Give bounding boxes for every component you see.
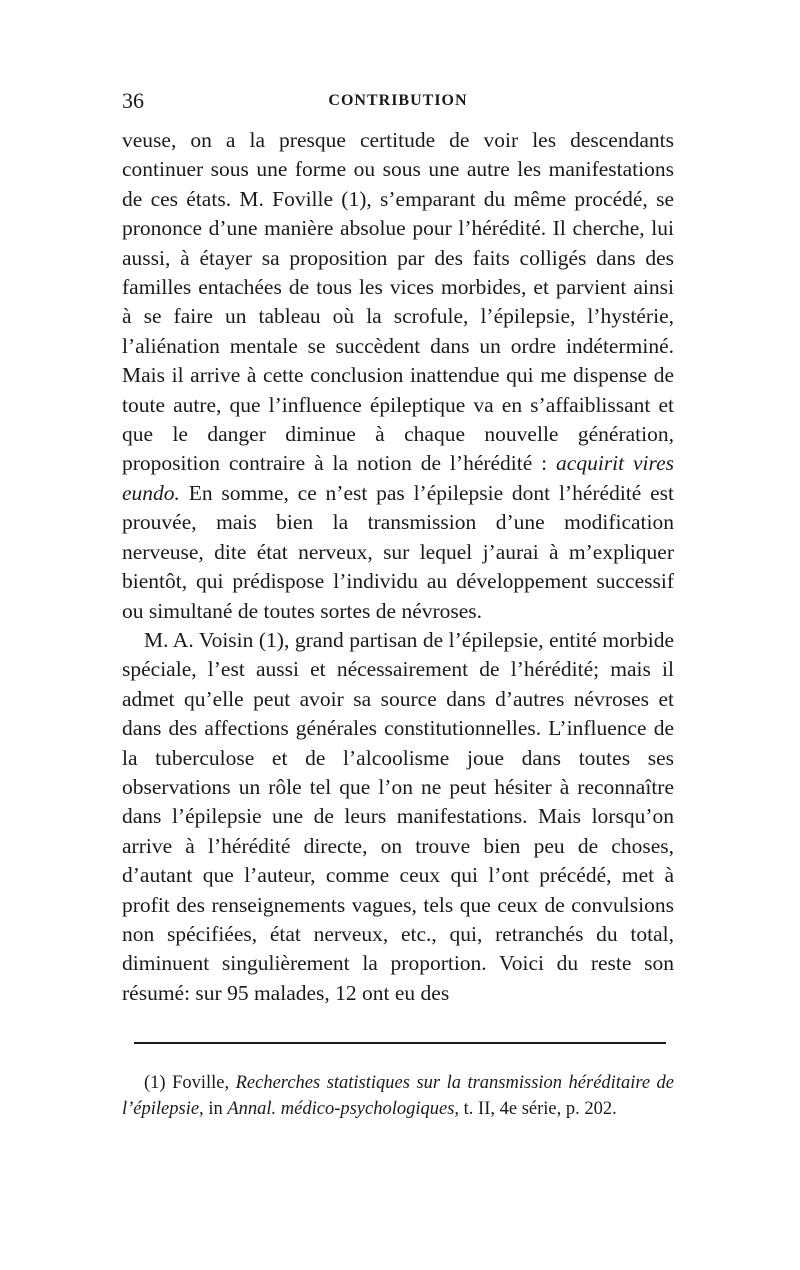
running-head <box>122 88 674 122</box>
latin-phrase: acquirit vires eundo. <box>122 451 675 505</box>
footnote <box>122 1070 674 1122</box>
paragraph-1 <box>122 126 674 626</box>
page-number: 36 <box>122 88 144 113</box>
running-title: CONTRIBUTION <box>328 92 468 109</box>
paragraph-1-part-1: veuse, on a la presque certitude de voir les descendants continuer sous une forme ou sous une autre les manifestations de ces états. M. Foville (1), s’emparant du même procédé, se prononce d’une manière absolue pour l’hérédité. Il cherche, lui aussi, à étayer sa proposition par des faits colligés dans des familles entachées de tous les vices morbides, et parvient ainsi à se faire un tableau où la scrofule, l’épilepsie, l’hystérie, l’aliénation mentale se succèdent dans un ordre indéterminé. Mais il arrive à cette conclusion inattendue qui me dispense de toute autre, que l’influence épileptique va en s’affaiblissant et que le danger diminue à chaque nouvelle génération, proposition contraire à la notion de l’hérédité : <box>122 128 674 476</box>
paragraph-2: M. A. Voisin (1), grand partisan de l’épilepsie, entité morbide spéciale, l’est aussi et nécessairement de l’hérédité; mais il admet qu’elle peut avoir sa source dans d’autres névroses et dans des affections générales constitutionnelles. L’influence de la tuberculose et de l’alcoolisme joue dans toutes ses observations un rôle tel que l’on ne peut hésiter à reconnaître dans l’épilepsie une de leurs manifestations. Mais lorsqu’on arrive à l’hérédité directe, on trouve bien peu de choses, d’autant que l’auteur, comme ceux qui l’ont précédé, met à profit des renseignements vagues, tels que ceux de convulsions non spécifiées, état nerveux, etc., qui, retranchés du total, diminuent singulièrement la proportion. Voici du reste son résumé: sur 95 malades, 12 ont eu des <box>122 627 674 1005</box>
footnote-marker: (1) <box>144 1073 166 1094</box>
footnote-text <box>122 1070 674 1122</box>
footnote-journal: Annal. médico-psychologiques, <box>227 1099 460 1120</box>
footnote-in: in <box>208 1099 223 1120</box>
footnote-title: Recherches statistiques sur la transmission héréditaire de l’épilepsie, <box>122 1073 675 1120</box>
paragraph-1-part-2: En somme, ce n’est pas l’épilepsie dont l’hérédité est prouvée, mais bien la transmission d’une modification nerveuse, dite état nerveux, sur lequel j’aurai à m’expliquer bientôt, qui prédispose l’individu au développement successif ou simultané de toutes sortes de névroses. <box>122 480 674 623</box>
footnote-rule <box>134 1042 666 1044</box>
footnote-reference: t. II, 4e série, p. 202. <box>463 1099 617 1120</box>
book-page <box>122 88 674 1122</box>
footnote-author: Foville, <box>172 1073 230 1094</box>
body-text <box>122 126 674 1008</box>
